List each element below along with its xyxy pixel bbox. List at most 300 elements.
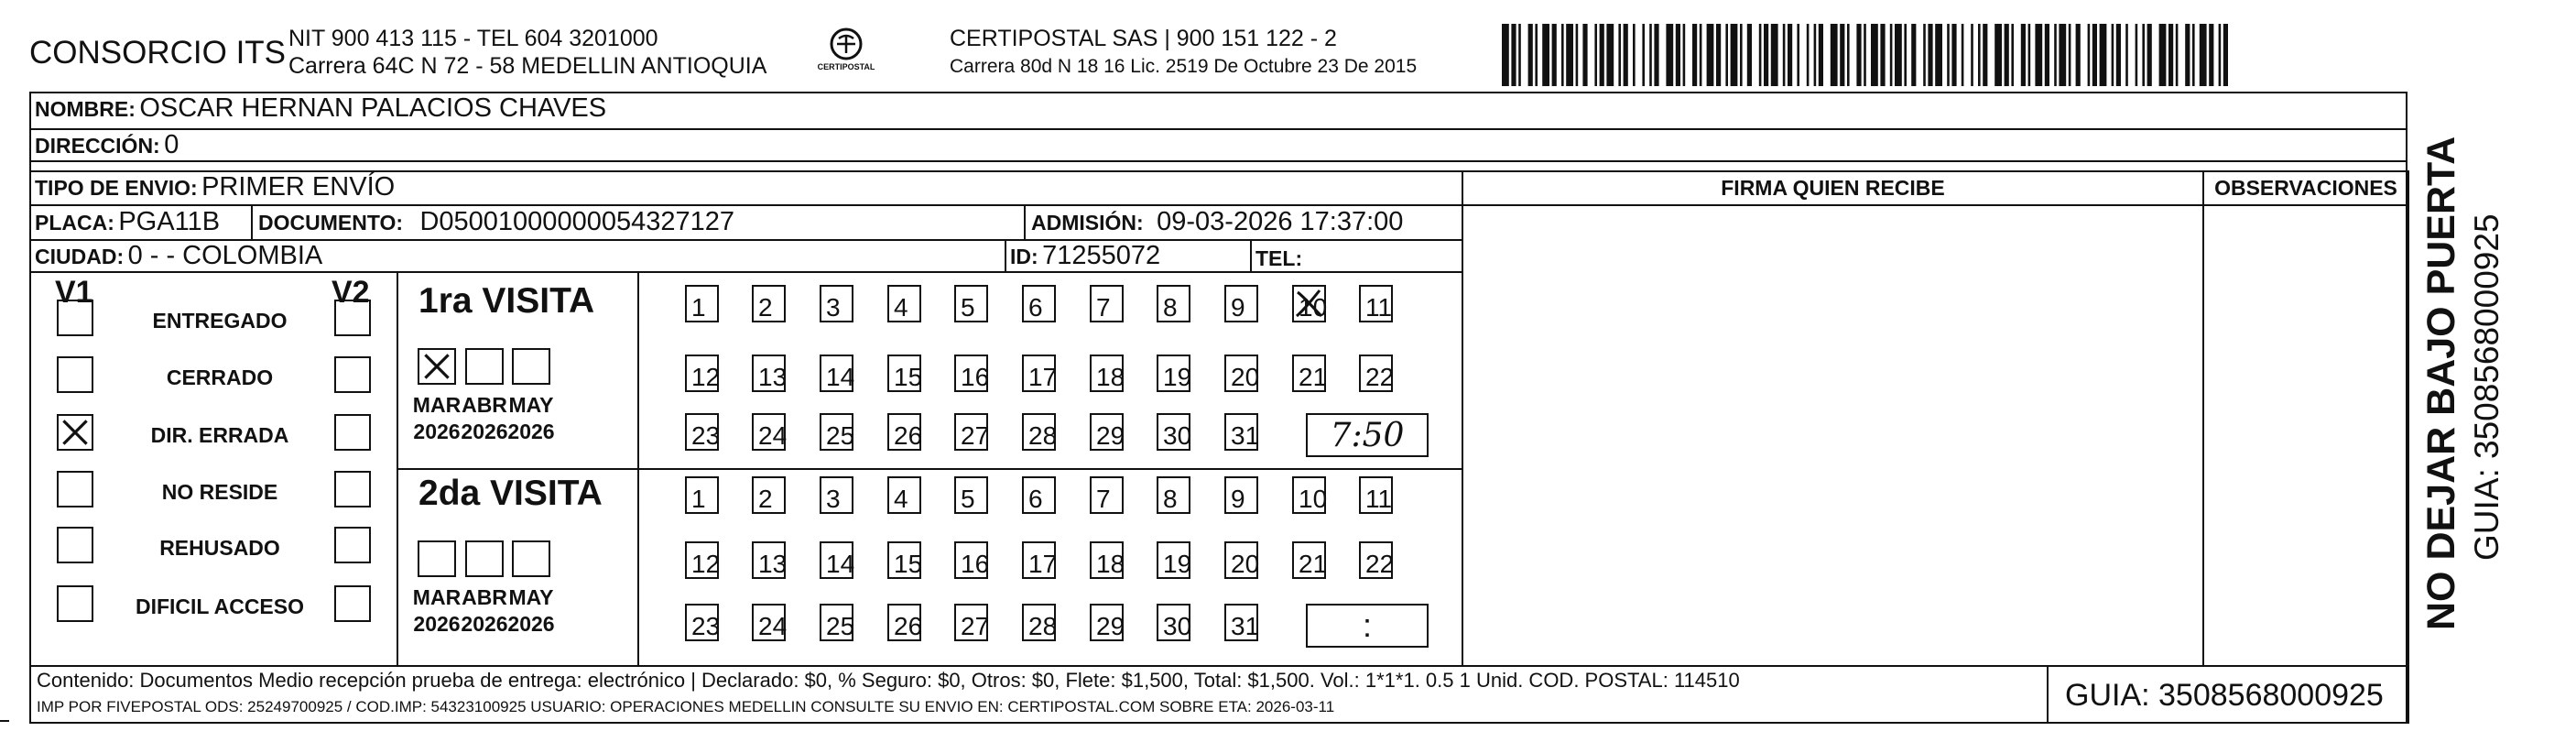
v2-checkbox[interactable]	[334, 471, 371, 507]
reason-label: ENTREGADO	[152, 309, 288, 333]
day-box[interactable]	[1090, 476, 1124, 514]
barcode-bar	[1642, 24, 1645, 86]
ciudad-field	[35, 241, 322, 271]
day-box[interactable]	[685, 413, 719, 451]
day-number: 18	[1096, 363, 1125, 391]
barcode-bar	[2136, 24, 2138, 86]
reason-label: DIFICIL ACCESO	[135, 595, 304, 618]
id-value: 71255072	[1042, 241, 1161, 270]
tel-label: TEL:	[1255, 246, 1303, 270]
barcode-bar	[2176, 24, 2179, 86]
day-box[interactable]	[1224, 355, 1258, 392]
day-box[interactable]	[1292, 355, 1326, 392]
ciudad-label: CIUDAD:	[35, 245, 125, 268]
day-number: 11	[1365, 293, 1393, 322]
day-box[interactable]	[1359, 285, 1393, 322]
v1-checkbox[interactable]	[57, 527, 93, 563]
day-box[interactable]	[1157, 413, 1190, 451]
day-box[interactable]	[887, 285, 921, 322]
month-year: 2026	[507, 419, 555, 443]
barcode-bar	[1904, 24, 1907, 86]
month-year: 2026	[507, 611, 555, 636]
barcode-bar	[1840, 24, 1844, 86]
admision-field	[1031, 207, 1403, 237]
day-number: 31	[1231, 612, 1260, 640]
barcode-bar	[2059, 24, 2066, 86]
documento-field	[258, 207, 734, 237]
barcode-bar	[1606, 24, 1614, 86]
day-number: 3	[826, 485, 841, 513]
month-year: 2026	[413, 611, 461, 636]
barcode-bar	[1951, 24, 1956, 86]
v1-checkbox[interactable]	[57, 356, 93, 393]
barcode-bar	[2185, 24, 2190, 86]
day-box[interactable]	[685, 476, 719, 514]
day-box[interactable]	[685, 604, 719, 641]
side-guia: GUIA: 3508568000925	[2468, 213, 2505, 561]
barcode-bar	[2112, 24, 2114, 86]
day-number: 11	[1365, 485, 1393, 513]
month-checkbox[interactable]	[512, 348, 550, 385]
day-number: 23	[691, 421, 721, 450]
barcode-bar	[2219, 24, 2222, 86]
time-value: 7:50	[1330, 417, 1405, 454]
month-checkbox[interactable]	[418, 540, 456, 577]
barcode-bar	[1947, 24, 1950, 86]
day-handwritten-mark	[1294, 287, 1324, 321]
company-name: CONSORCIO ITS	[29, 35, 287, 71]
barcode-bar	[1911, 24, 1916, 86]
barcode-bar	[2021, 24, 2026, 86]
barcode-bar	[1895, 24, 1902, 86]
day-number: 6	[1028, 293, 1043, 322]
day-box[interactable]	[887, 355, 921, 392]
nombre-label: NOMBRE:	[35, 97, 136, 121]
day-number: 5	[961, 485, 975, 513]
barcode-bar	[2028, 24, 2031, 86]
day-number: 21	[1299, 363, 1328, 391]
month-name: MAY	[508, 393, 554, 417]
day-box[interactable]	[1224, 604, 1258, 641]
nombre-value: OSCAR HERNAN PALACIOS CHAVES	[139, 93, 607, 123]
day-box[interactable]	[1022, 476, 1056, 514]
barcode-bar	[1618, 24, 1621, 86]
day-box[interactable]	[1022, 413, 1056, 451]
day-box[interactable]	[1157, 285, 1190, 322]
day-box[interactable]	[1090, 413, 1124, 451]
barcode-bar	[1856, 24, 1861, 86]
day-number: 13	[758, 363, 788, 391]
month-checkbox[interactable]	[512, 540, 550, 577]
placa-label: PLACA:	[35, 211, 114, 235]
day-number: 2	[758, 293, 773, 322]
day-number: 30	[1163, 421, 1192, 450]
reason-label: NO RESIDE	[161, 480, 278, 504]
day-number: 25	[826, 421, 855, 450]
day-number: 28	[1028, 612, 1058, 640]
day-box[interactable]	[1292, 541, 1326, 579]
barcode-bar	[1600, 24, 1604, 86]
day-box[interactable]	[1157, 604, 1190, 641]
tipo-value: PRIMER ENVÍO	[201, 172, 396, 202]
barcode-bar	[1528, 24, 1533, 86]
barcode-bar	[2159, 24, 2167, 86]
day-box[interactable]	[1224, 285, 1258, 322]
admision-label: ADMISIÓN:	[1031, 211, 1144, 235]
barcode-bar	[2147, 24, 2152, 86]
day-number: 23	[691, 612, 721, 640]
day-box[interactable]	[1022, 285, 1056, 322]
nombre-field	[35, 93, 606, 124]
day-number: 14	[826, 363, 855, 391]
day-box[interactable]	[685, 541, 719, 579]
carrier-name: CERTIPOSTAL SAS | 900 151 122 - 2	[950, 26, 1337, 51]
day-number: 22	[1365, 363, 1395, 391]
day-box[interactable]	[1090, 541, 1124, 579]
barcode-bar	[1582, 24, 1587, 86]
month-label	[409, 584, 464, 638]
day-box[interactable]	[820, 476, 853, 514]
barcode-bar	[1978, 24, 1981, 86]
month-checkbox[interactable]	[465, 348, 504, 385]
barcode-bar	[1771, 24, 1778, 86]
barcode-bar	[1864, 24, 1866, 86]
barcode-bar	[1994, 24, 2002, 86]
day-box[interactable]	[1157, 355, 1190, 392]
day-number: 17	[1028, 550, 1058, 578]
tipo-field	[35, 172, 395, 202]
day-number: 16	[961, 550, 990, 578]
day-number: 30	[1163, 612, 1192, 640]
barcode-bar	[2045, 24, 2049, 86]
barcode-bar	[1819, 24, 1823, 86]
barcode-bar	[1654, 24, 1658, 86]
v2-checkbox[interactable]	[334, 527, 371, 563]
documento-value: D05001000000054327127	[419, 207, 734, 236]
day-number: 15	[894, 550, 923, 578]
company-address: Carrera 64C N 72 - 58 MEDELLIN ANTIOQUIA	[288, 53, 767, 79]
day-number: 12	[691, 363, 721, 391]
reason-label: CERRADO	[166, 366, 274, 389]
day-number: 28	[1028, 421, 1058, 450]
barcode-bar	[1847, 24, 1850, 86]
day-box[interactable]	[1157, 541, 1190, 579]
month-name: ABR	[462, 585, 507, 609]
day-box[interactable]	[1090, 285, 1124, 322]
barcode-bar	[1633, 24, 1636, 86]
barcode-bar	[2092, 24, 2097, 86]
day-box[interactable]	[752, 476, 786, 514]
barcode-bar	[1725, 24, 1728, 86]
day-number: 29	[1096, 421, 1125, 450]
barcode-bar	[2192, 24, 2195, 86]
barcode-bar	[1561, 24, 1564, 86]
barcode-bar	[1511, 24, 1516, 86]
month-name: MAR	[412, 585, 462, 609]
visit2-title: 2da VISITA	[418, 474, 603, 513]
barcode-bar	[1692, 24, 1697, 86]
day-box[interactable]	[820, 285, 853, 322]
barcode-bar	[1759, 24, 1762, 86]
barcode-bar	[2076, 24, 2081, 86]
v1-checkbox[interactable]	[57, 414, 93, 451]
barcode-bar	[2011, 24, 2014, 86]
reason-label: DIR. ERRADA	[150, 423, 289, 447]
day-number: 26	[894, 421, 923, 450]
barcode-bar	[1971, 24, 1973, 86]
day-box[interactable]	[685, 355, 719, 392]
day-number: 10	[1299, 293, 1328, 322]
barcode-bar	[1923, 24, 1926, 86]
barcode-bar	[1890, 24, 1893, 86]
day-number: 7	[1096, 485, 1111, 513]
time-box[interactable]	[1306, 413, 1429, 457]
barcode-bar	[1962, 24, 1964, 86]
ciudad-value: 0 - - COLOMBIA	[127, 241, 323, 270]
day-box[interactable]	[1090, 604, 1124, 641]
day-number: 27	[961, 612, 990, 640]
barcode-bar	[1731, 24, 1738, 86]
barcode-bar	[1740, 24, 1743, 86]
day-number: 8	[1163, 293, 1178, 322]
day-number: 26	[894, 612, 923, 640]
side-warning: NO DEJAR BAJO PUERTA	[2419, 136, 2463, 630]
barcode-bar	[1797, 24, 1799, 86]
barcode	[1502, 24, 2228, 86]
barcode-bar	[1814, 24, 1817, 86]
day-box[interactable]	[954, 413, 988, 451]
day-box[interactable]	[752, 604, 786, 641]
day-box[interactable]	[1224, 476, 1258, 514]
day-number: 22	[1365, 550, 1395, 578]
day-number: 19	[1163, 363, 1192, 391]
firma-header: FIRMA QUIEN RECIBE	[1721, 176, 1945, 200]
barcode-bar	[1700, 24, 1702, 86]
observaciones-header: OBSERVACIONES	[2214, 176, 2397, 200]
barcode-bar	[1935, 24, 1942, 86]
month-year: 2026	[461, 611, 508, 636]
day-box[interactable]	[887, 476, 921, 514]
barcode-bar	[1576, 24, 1579, 86]
day-number: 9	[1231, 293, 1245, 322]
day-box[interactable]	[1359, 541, 1393, 579]
day-box[interactable]	[1224, 541, 1258, 579]
day-box[interactable]	[752, 413, 786, 451]
barcode-bar	[1747, 24, 1752, 86]
month-label	[409, 392, 464, 445]
v1-header: V1	[55, 275, 93, 310]
day-number: 6	[1028, 485, 1043, 513]
v1-checkbox[interactable]	[57, 585, 93, 622]
day-box[interactable]	[954, 476, 988, 514]
day-box[interactable]	[1022, 355, 1056, 392]
day-box[interactable]	[1224, 413, 1258, 451]
day-box[interactable]	[1359, 355, 1393, 392]
day-number: 17	[1028, 363, 1058, 391]
v2-checkbox[interactable]	[334, 414, 371, 451]
id-field	[1010, 241, 1160, 271]
day-number: 7	[1096, 293, 1111, 322]
admision-value: 09-03-2026 17:37:00	[1157, 207, 1404, 236]
placa-field	[35, 207, 220, 237]
barcode-bar	[2100, 24, 2107, 86]
month-year: 2026	[461, 419, 508, 443]
placa-value: PGA11B	[118, 207, 221, 236]
day-box[interactable]	[820, 413, 853, 451]
day-box[interactable]	[1022, 541, 1056, 579]
documento-label: DOCUMENTO:	[258, 211, 404, 235]
day-number: 12	[691, 550, 721, 578]
barcode-bar	[1871, 24, 1878, 86]
time-value: :	[1362, 606, 1372, 644]
barcode-bar	[2005, 24, 2009, 86]
direccion-field	[35, 130, 179, 160]
barcode-bar	[2116, 24, 2121, 86]
day-box[interactable]	[685, 285, 719, 322]
footer-guia: GUIA: 3508568000925	[2065, 678, 2384, 713]
day-number: 3	[826, 293, 841, 322]
certipostal-logo	[813, 26, 879, 81]
day-number: 4	[894, 485, 908, 513]
day-number: 19	[1163, 550, 1192, 578]
barcode-bar	[1807, 24, 1810, 86]
footer-imp: IMP POR FIVEPOSTAL ODS: 25249700925 / COD.IMP: 54323100925 USUARIO: OPERACIONES MEDELLIN CONSULTE SU ENVIO EN: CERTIPOSTAL.COM SOBRE ETA: 2026-03-11	[37, 698, 1335, 715]
day-number: 15	[894, 363, 923, 391]
day-box[interactable]	[820, 355, 853, 392]
day-number: 8	[1163, 485, 1178, 513]
tel-field	[1255, 243, 1302, 273]
v2-header: V2	[332, 275, 370, 310]
barcode-bar	[1831, 24, 1838, 86]
barcode-bar	[1764, 24, 1768, 86]
month-label	[504, 584, 559, 638]
barcode-bar	[2223, 24, 2228, 86]
carrier-address: Carrera 80d N 18 16 Lic. 2519 De Octubre 23 De 2015	[950, 56, 1418, 77]
month-checkbox[interactable]	[465, 540, 504, 577]
day-number: 21	[1299, 550, 1328, 578]
barcode-bar	[2069, 24, 2071, 86]
barcode-bar	[1880, 24, 1885, 86]
barcode-bar	[1552, 24, 1557, 86]
day-number: 1	[691, 485, 706, 513]
day-box[interactable]	[954, 285, 988, 322]
footer-contenido: Contenido: Documentos Medio recepción prueba de entrega: electrónico | Declarado: $0, % Seguro: $0, Otros: $0, Flete: $1,500, Total: $1,500. Vol.: 1*1*1. 0.5 1 Unid. COD. POSTAL: 114510	[37, 669, 1740, 692]
day-number: 24	[758, 421, 788, 450]
barcode-bar	[1928, 24, 1932, 86]
day-number: 9	[1231, 485, 1245, 513]
day-box[interactable]	[1359, 476, 1393, 514]
barcode-bar	[1594, 24, 1597, 86]
day-box[interactable]	[887, 604, 921, 641]
day-box[interactable]	[954, 604, 988, 641]
barcode-bar	[1535, 24, 1538, 86]
day-number: 2	[758, 485, 773, 513]
barcode-bar	[2125, 24, 2128, 86]
day-number: 16	[961, 363, 990, 391]
day-number: 1	[691, 293, 706, 322]
barcode-bar	[2054, 24, 2057, 86]
barcode-bar	[2035, 24, 2042, 86]
day-box[interactable]	[1090, 355, 1124, 392]
barcode-bar	[1783, 24, 1786, 86]
day-number: 31	[1231, 421, 1260, 450]
day-number: 27	[961, 421, 990, 450]
day-number: 25	[826, 612, 855, 640]
v1-checkbox[interactable]	[57, 300, 93, 336]
barcode-bar	[2200, 24, 2207, 86]
day-box[interactable]	[752, 285, 786, 322]
day-box[interactable]	[954, 355, 988, 392]
day-box[interactable]	[1157, 476, 1190, 514]
barcode-bar	[1502, 24, 1509, 86]
barcode-bar	[1518, 24, 1521, 86]
barcode-bar	[1683, 24, 1686, 86]
company-nit: NIT 900 413 115 - TEL 604 3201000	[288, 26, 658, 51]
tipo-label: TIPO DE ENVIO:	[35, 176, 198, 200]
day-box[interactable]	[887, 413, 921, 451]
barcode-bar	[1624, 24, 1628, 86]
day-box[interactable]	[1022, 604, 1056, 641]
day-number: 29	[1096, 612, 1125, 640]
month-checkbox[interactable]	[418, 348, 456, 385]
day-number: 18	[1096, 550, 1125, 578]
id-label: ID:	[1010, 245, 1038, 268]
v2-checkbox[interactable]	[334, 585, 371, 622]
day-box[interactable]	[887, 541, 921, 579]
month-name: MAR	[412, 393, 462, 417]
visit1-title: 1ra VISITA	[418, 281, 595, 321]
month-label	[504, 392, 559, 445]
day-number: 14	[826, 550, 855, 578]
day-number: 20	[1231, 363, 1260, 391]
barcode-bar	[2168, 24, 2173, 86]
barcode-bar	[2142, 24, 2145, 86]
barcode-bar	[1542, 24, 1549, 86]
time-box[interactable]	[1306, 604, 1429, 648]
logo-text: CERTIPOSTAL	[817, 62, 875, 71]
barcode-bar	[1707, 24, 1714, 86]
barcode-bar	[1716, 24, 1721, 86]
v2-checkbox[interactable]	[334, 356, 371, 393]
direccion-value: 0	[164, 130, 179, 159]
day-box[interactable]	[752, 355, 786, 392]
barcode-bar	[2209, 24, 2213, 86]
barcode-bar	[2088, 24, 2091, 86]
month-name: MAY	[508, 585, 554, 609]
v2-checkbox[interactable]	[334, 300, 371, 336]
day-number: 10	[1299, 485, 1328, 513]
barcode-bar	[1983, 24, 1987, 86]
reason-label: REHUSADO	[159, 536, 280, 560]
day-number: 13	[758, 550, 788, 578]
barcode-bar	[1666, 24, 1673, 86]
day-number: 4	[894, 293, 908, 322]
day-number: 20	[1231, 550, 1260, 578]
day-box[interactable]	[820, 604, 853, 641]
month-name: ABR	[462, 393, 507, 417]
day-box[interactable]	[954, 541, 988, 579]
day-box[interactable]	[820, 541, 853, 579]
day-box[interactable]	[1292, 285, 1326, 322]
v1-checkbox[interactable]	[57, 471, 93, 507]
barcode-bar	[1649, 24, 1652, 86]
day-box[interactable]	[1292, 476, 1326, 514]
day-box[interactable]	[752, 541, 786, 579]
direccion-label: DIRECCIÓN:	[35, 134, 160, 158]
day-number: 5	[961, 293, 975, 322]
month-year: 2026	[413, 419, 461, 443]
barcode-bar	[1788, 24, 1792, 86]
